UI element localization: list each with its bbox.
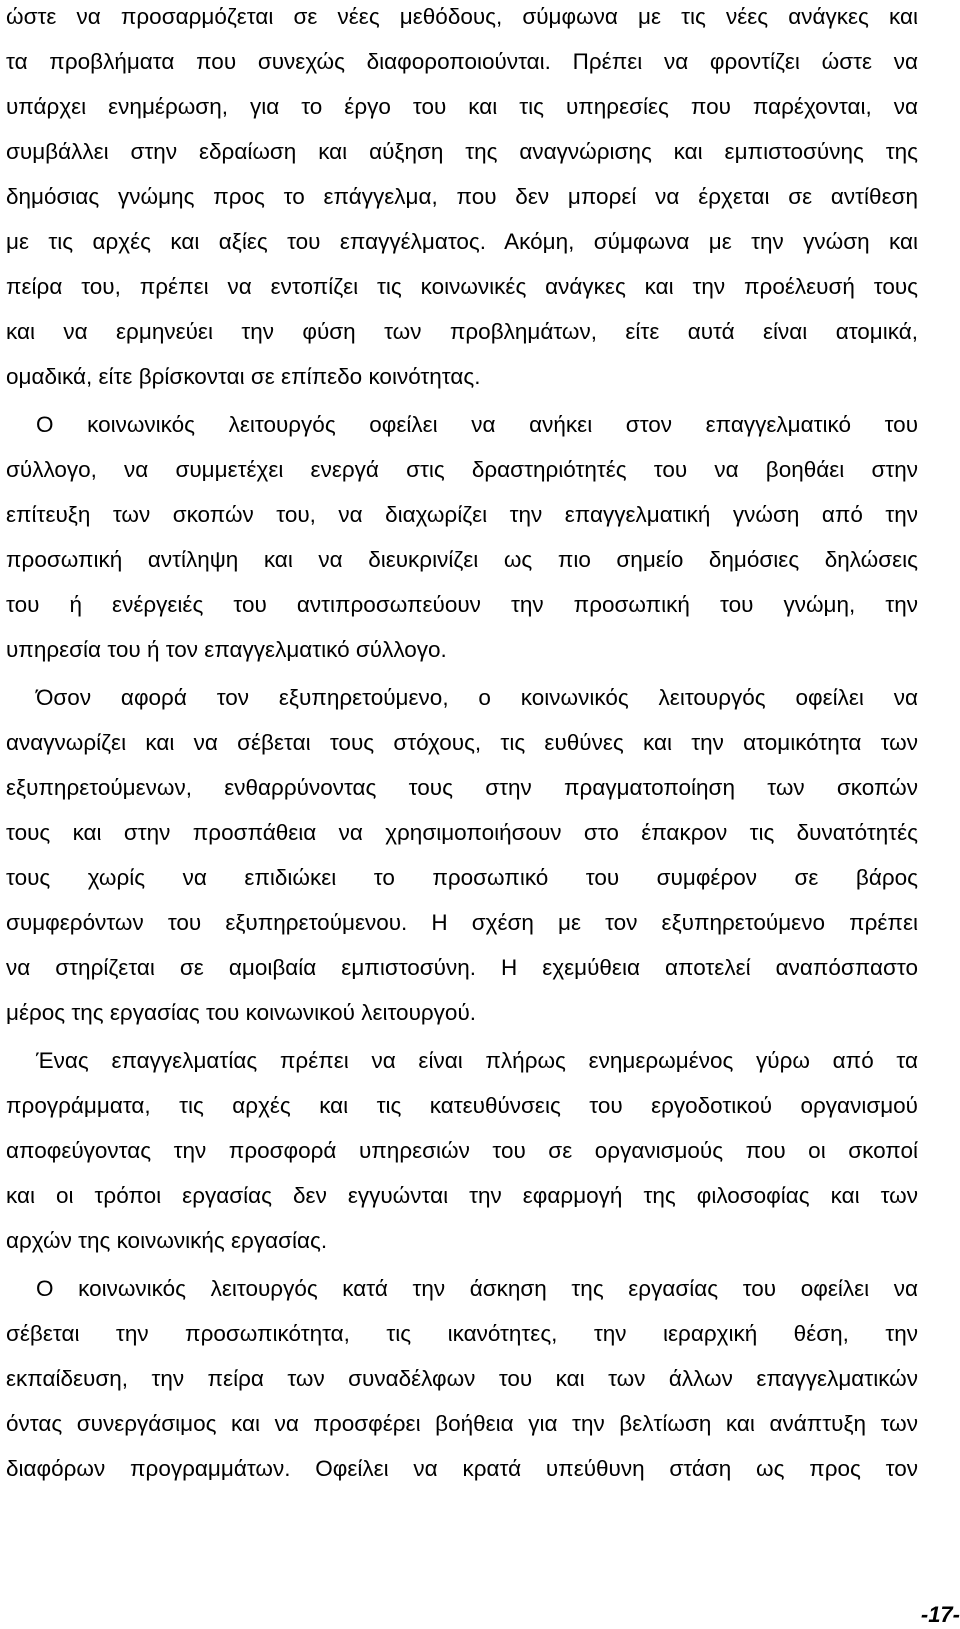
text-line: σέβεται την προσωπικότητα, τις ικανότητες, την ιεραρχική θέση, την (6, 1321, 918, 1346)
text-line: όντας συνεργάσιμος και να προσφέρει βοήθεια για την βελτίωση και ανάπτυξη των (6, 1411, 918, 1436)
text-line: του ή ενέργειές του αντιπροσωπεύουν την προσωπική του γνώμη, την (6, 592, 918, 617)
text-line: τους και στην προσπάθεια να χρησιμοποιήσουν στο έπακρον τις δυνατότητές (6, 820, 918, 845)
text-line: αποφεύγοντας την προσφορά υπηρεσιών του σε οργανισμούς που οι σκοποί (6, 1138, 918, 1163)
text-line: με τις αρχές και αξίες του επαγγέλματος. Ακόμη, σύμφωνα με την γνώση και (6, 229, 918, 254)
paragraph-first-line: Ο κοινωνικός λειτουργός οφείλει να ανήκει στον επαγγελματικό του (36, 412, 918, 437)
text-line: τους χωρίς να επιδιώκει το προσωπικό του συμφέρον σε βάρος (6, 865, 918, 890)
text-line: τα προβλήματα που συνεχώς διαφοροποιούνται. Πρέπει να φροντίζει ώστε να (6, 49, 918, 74)
paragraph-first-line: Όσον αφορά τον εξυπηρετούμενο, ο κοινωνικός λειτουργός οφείλει να (36, 685, 918, 710)
text-line: αναγνωρίζει και να σέβεται τους στόχους, τις ευθύνες και την ατομικότητα των (6, 730, 918, 755)
text-line: μέρος της εργασίας του κοινωνικού λειτουργού. (6, 1000, 476, 1025)
text-line: πείρα του, πρέπει να εντοπίζει τις κοινωνικές ανάγκες και την προέλευσή τους (6, 274, 918, 299)
text-line: ομαδικά, είτε βρίσκονται σε επίπεδο κοινότητας. (6, 364, 481, 389)
paragraph-first-line: Ο κοινωνικός λειτουργός κατά την άσκηση της εργασίας του οφείλει να (36, 1276, 918, 1301)
text-line: αρχών της κοινωνικής εργασίας. (6, 1228, 328, 1253)
text-line: διαφόρων προγραμμάτων. Οφείλει να κρατά υπεύθυνη στάση ως προς τον (6, 1456, 918, 1481)
text-line: να στηρίζεται σε αμοιβαία εμπιστοσύνη. Η εχεμύθεια αποτελεί αναπόσπαστο (6, 955, 918, 980)
text-line: επίτευξη των σκοπών του, να διαχωρίζει την επαγγελματική γνώση από την (6, 502, 918, 527)
paragraph-first-line: Ένας επαγγελματίας πρέπει να είναι πλήρως ενημερωμένος γύρω από τα (36, 1048, 918, 1073)
text-line: συμφερόντων του εξυπηρετούμενου. Η σχέση με τον εξυπηρετούμενο πρέπει (6, 910, 918, 935)
text-line: συμβάλλει στην εδραίωση και αύξηση της αναγνώρισης και εμπιστοσύνης της (6, 139, 918, 164)
text-line: εξυπηρετούμενων, ενθαρρύνοντας τους στην πραγματοποίηση των σκοπών (6, 775, 918, 800)
page-number: -17- (920, 1602, 960, 1627)
text-line: δημόσιας γνώμης προς το επάγγελμα, που δεν μπορεί να έρχεται σε αντίθεση (6, 184, 918, 209)
text-line: προσωπική αντίληψη και να διευκρινίζει ως πιο σημείο δημόσιες δηλώσεις (6, 547, 918, 572)
text-line: ώστε να προσαρμόζεται σε νέες μεθόδους, σύμφωνα με τις νέες ανάγκες και (6, 4, 918, 29)
text-line: σύλλογο, να συμμετέχει ενεργά στις δραστηριότητές του να βοηθάει στην (6, 457, 918, 482)
text-line: υπηρεσία του ή τον επαγγελματικό σύλλογο. (6, 637, 447, 662)
text-line: προγράμματα, τις αρχές και τις κατευθύνσεις του εργοδοτικού οργανισμού (6, 1093, 918, 1118)
text-line: υπάρχει ενημέρωση, για το έργο του και τις υπηρεσίες που παρέχονται, να (6, 94, 918, 119)
text-line: και να ερμηνεύει την φύση των προβλημάτων, είτε αυτά είναι ατομικά, (6, 319, 918, 344)
text-line: και οι τρόποι εργασίας δεν εγγυώνται την εφαρμογή της φιλοσοφίας και των (6, 1183, 918, 1208)
text-line: εκπαίδευση, την πείρα των συναδέλφων του και των άλλων επαγγελματικών (6, 1366, 918, 1391)
